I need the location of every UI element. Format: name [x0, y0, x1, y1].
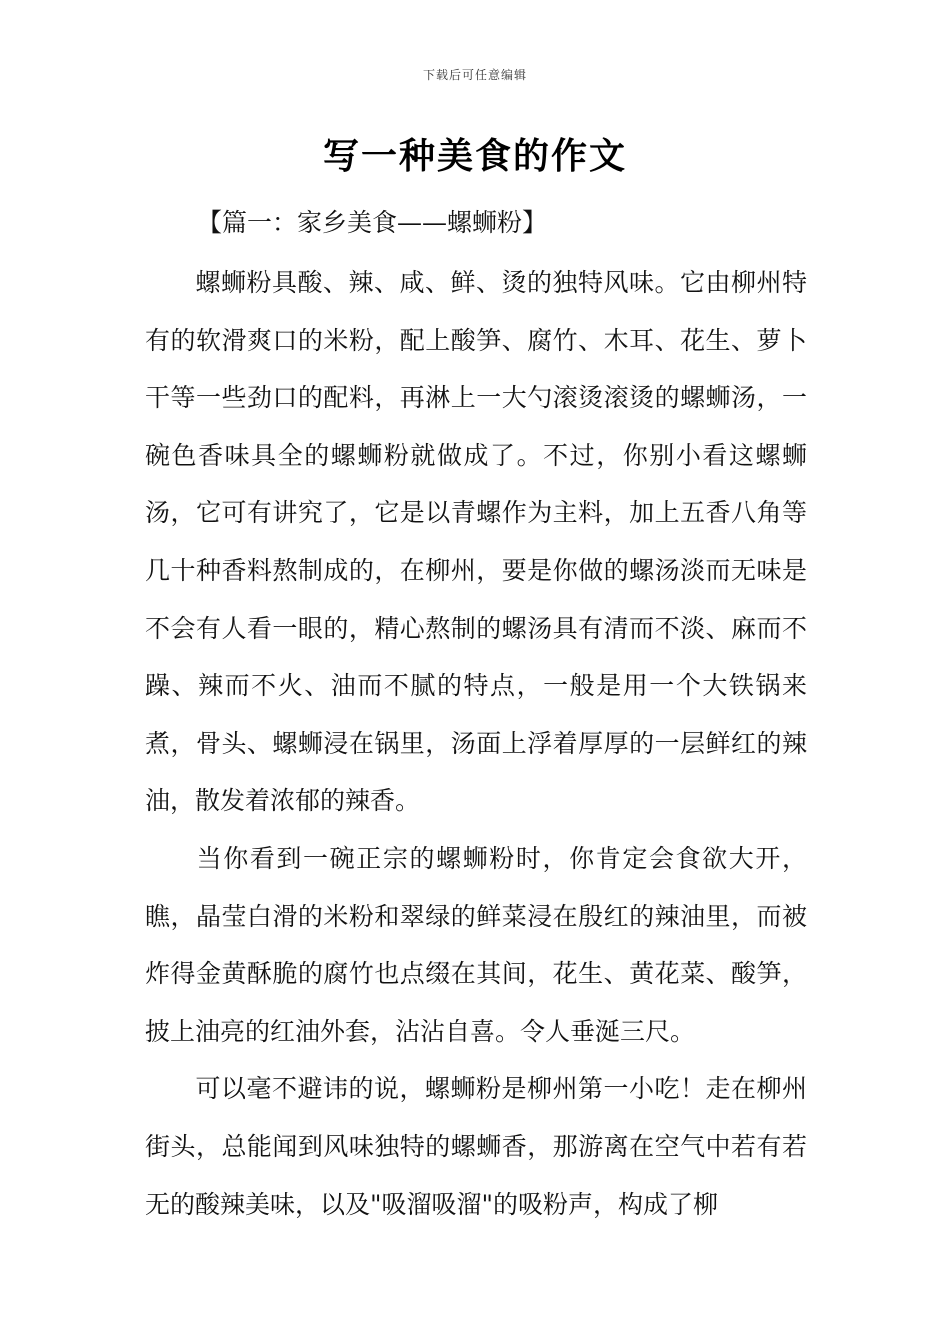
- paragraph-1-text: 螺蛳粉具酸、辣、咸、鲜、烫的独特风味。它由柳州特有的软滑爽口的米粉，配上酸笋、腐竹、木耳、花生、萝卜干等一些劲口的配料，再淋上一大勺滚烫滚烫的螺蛳汤，一碗色香味具全的螺蛳粉就做成了。不过，你别小看这螺蛳汤，它可有讲究了，它是以青螺作为主料，加上五香八角等几十种香料熬制成的，在柳州，要是你做的螺汤淡而无味是不会有人看一眼的，精心熬制的螺汤具有清而不淡、麻而不躁、辣而不火、油而不腻的特点，一般是用一个大铁锅来煮，骨头、螺蛳浸在锅里，汤面上浮着厚厚的一层鲜红的辣油，散发着浓郁的辣香。: [145, 268, 807, 816]
- document-title: 写一种美食的作文: [322, 136, 627, 177]
- paragraph-3: [145, 1060, 807, 1233]
- paragraph-3-text: 可以毫不避讳的说，螺蛳粉是柳州第一小吃！走在柳州街头，总能闻到风味独特的螺蛳香，那游离在空气中若有若无的酸辣美味，以及"吸溜吸溜"的吸粉声，构成了柳: [145, 1074, 807, 1219]
- paragraph-1: [145, 254, 807, 830]
- paragraph-2-text: 当你看到一碗正宗的螺蛳粉时，你肯定会食欲大开，瞧，晶莹白滑的米粉和翠绿的鲜菜浸在殷红的辣油里，而被炸得金黄酥脆的腐竹也点缀在其间，花生、黄花菜、酸笋，披上油亮的红油外套，沾沾自喜。令人垂涎三尺。: [145, 843, 807, 1046]
- paragraph-2: [145, 830, 807, 1060]
- section-heading: 【篇一：家乡美食——螺蛳粉】: [197, 208, 548, 237]
- document-body: [145, 202, 807, 1233]
- header-note: 下载后可任意编辑: [422, 68, 527, 82]
